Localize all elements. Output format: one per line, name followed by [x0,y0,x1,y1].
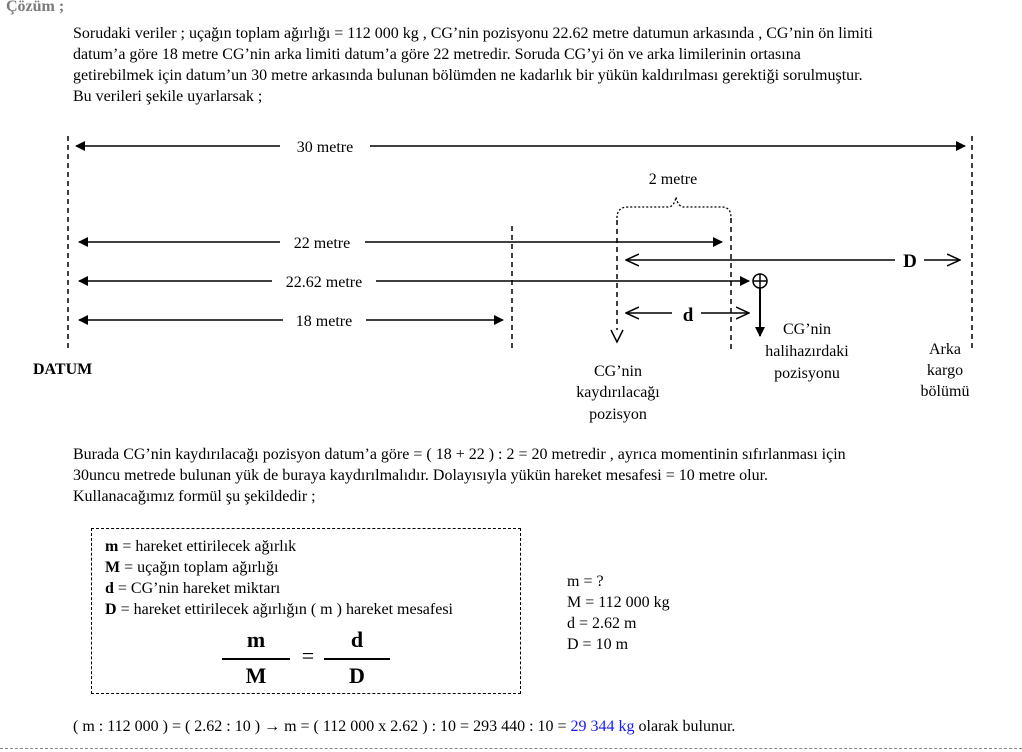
cg-target-label-2: kaydırılacağı [576,384,660,401]
formula-denominator-left: M [245,663,267,688]
formula-denominator-right: D [349,663,365,688]
definition-D: D = hareket ettirilecek ağırlığın ( m ) hareket mesafesi [105,601,453,618]
rear-cargo-label-3: bölümü [920,383,970,400]
solution-heading: Çözüm ; [6,0,65,15]
intro-line: datum’a göre 18 metre CG’nin arka limiti datum’a göre 22 metredir. Soruda CG’yi ön ve arka limilerinin ortasına [73,46,801,63]
explanation-line: 30uncu metrede bulunan yük de buraya kaydırılmalıdır. Dolayısıyla yükün hareket mesafesi = 10 metre olur. [73,467,769,484]
given-line: M = 112 000 kg [567,594,670,611]
given-line: D = 10 m [567,636,629,653]
label-d: d [682,305,694,326]
cg-current-label-3: pozisyonu [774,365,840,382]
cg-current-label-1: CG’nin [783,321,831,338]
formula-numerator-right: d [350,627,364,652]
definitions-box [91,528,521,694]
explanation-line: Burada CG’nin kaydırılacağı pozisyon datum’a göre = ( 18 + 22 ) : 2 = 20 metredir , ayrıca momentinin sıfırlanması için [73,446,846,463]
bottom-divider [0,748,1022,749]
cg-current-label-2: halihazırdaki [765,343,849,360]
intro-line: Bu verileri şekile uyarlarsak ; [73,88,263,105]
label-30-metre: 30 metre [296,139,354,156]
definition-m: m = hareket ettirilecek ağırlık [105,538,297,555]
definition-M: M = uçağın toplam ağırlığı [105,559,279,576]
intro-line: Sorudaki veriler ; uçağın toplam ağırlığı = 112 000 kg , CG’nin pozisyonu 22.62 metre datumun arkasında , CG’nin ön limiti [73,25,873,42]
cg-target-label-3: pozisyon [589,406,647,423]
definition-d: d = CG’nin hareket miktarı [105,580,281,597]
result-value: 29 344 kg [570,718,635,735]
explanation-paragraph [73,444,846,507]
label-2-metre: 2 metre [648,171,698,188]
cg-target-arrow [611,330,623,342]
brace-2-metre [617,197,731,218]
given-line: m = ? [567,573,604,590]
formula-equals: = [301,643,315,668]
cg-target-label-1: CG’nin [594,363,642,380]
label-D: D [903,251,917,272]
result-line: ( m : 112 000 ) = ( 2.62 : 10 ) → m = ( 112 000 x 2.62 ) : 10 = 293 440 : 10 = 29 344 kg olarak bulunur. [73,718,736,735]
label-18-metre: 18 metre [295,313,353,330]
label-22-metre: 22 metre [293,235,351,252]
datum-label: DATUM [33,361,93,378]
given-values [567,571,670,655]
given-line: d = 2.62 m [567,615,637,632]
rear-cargo-label-2: kargo [926,362,964,379]
rear-cargo-label-1: Arka [929,341,961,358]
cg-symbol-icon [753,274,767,288]
explanation-line: Kullanacağımız formül şu şekildedir ; [73,488,316,505]
formula-fraction-bar-right [324,658,390,660]
formula-numerator-left: m [246,627,266,652]
label-2262-metre: 22.62 metre [285,274,363,291]
intro-line: getirebilmek için datum’un 30 metre arkasında bulunan bölümden ne kadarlık bir yükün kaldırılması gerektiği sorulmuştur. [73,67,863,84]
